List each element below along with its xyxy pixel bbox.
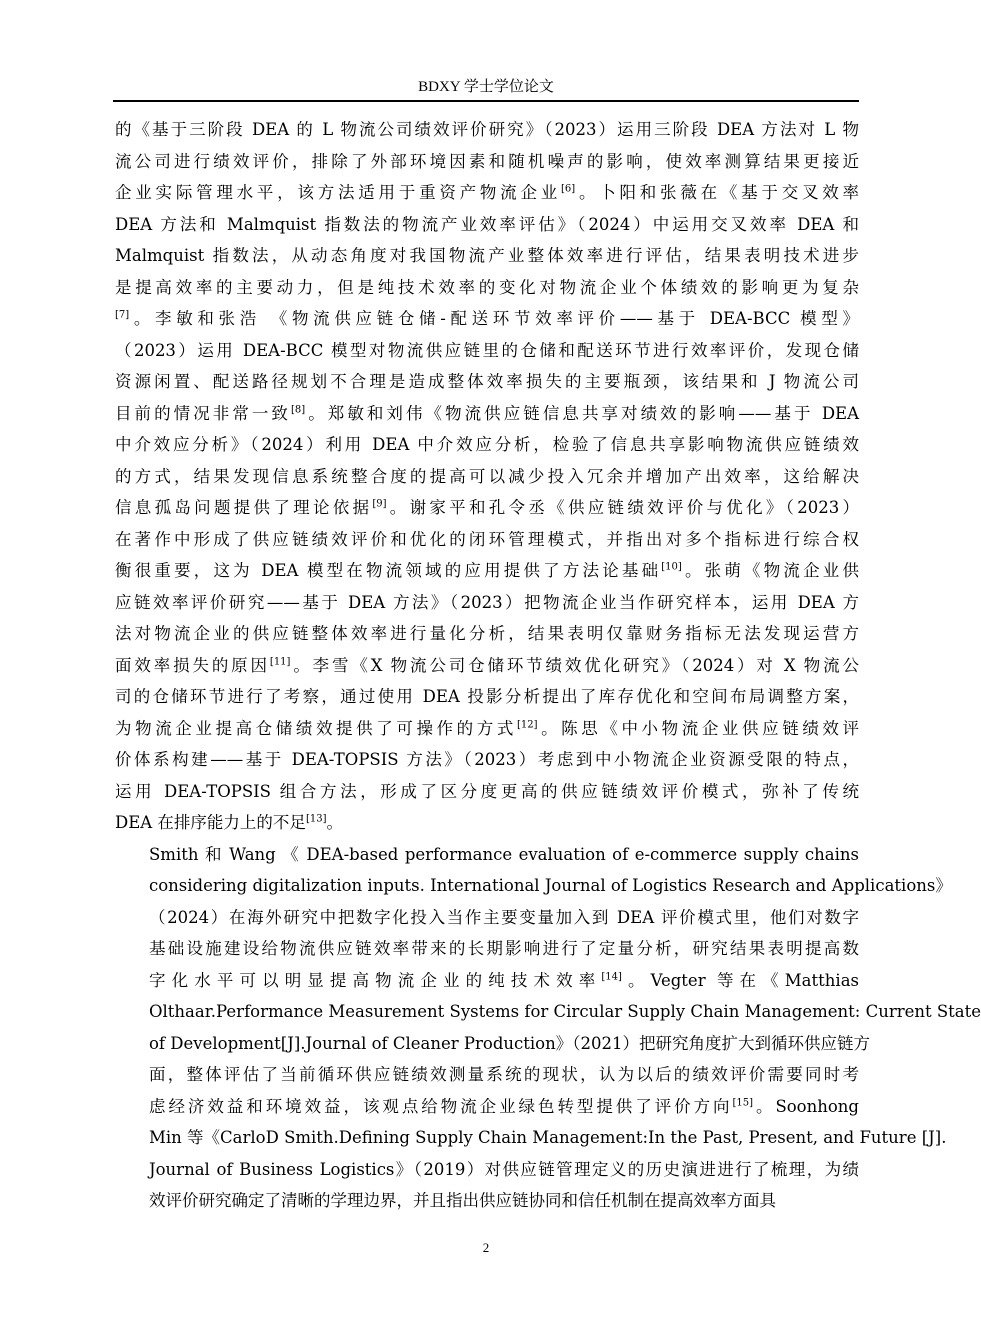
- citation-marker: [13]: [305, 813, 327, 825]
- text-line: （2024）在海外研究中把数字化投入当作主要变量加入到 DEA 评价模式里，他们对数字: [149, 907, 859, 927]
- text-line: [7]。李敏和张浩 《物流供应链仓储-配送环节效率评价——基于 DEA-BCC 模型》: [115, 309, 859, 328]
- text-line: 信息孤岛问题提供了理论依据[9]。谢家平和孔令丞《供应链绩效评价与优化》（2023）: [115, 498, 859, 517]
- text-line: 字化水平可以明显提高物流企业的纯技术效率[14]。Vegter 等在《Matthias: [149, 970, 859, 990]
- text-line: Olthaar.Performance Measurement Systems for Circular Supply Chain Management: Current State: [149, 1002, 981, 1021]
- text-line: Smith 和 Wang 《 DEA-based performance evaluation of e-commerce supply chains: [149, 844, 859, 864]
- citation-marker: [15]: [732, 1097, 754, 1108]
- text-line: 的方式，结果发现信息系统整合度的提高可以减少投入冗余并增加产出效率，这给解决: [115, 466, 859, 486]
- citation-marker: [9]: [372, 498, 387, 510]
- text-line: Malmquist 指数法，从动态角度对我国物流产业整体效率进行评估，结果表明技术进步: [115, 246, 859, 265]
- text-line: 资源闲置、配送路径规划不合理是造成整体效率损失的主要瓶颈，该结果和 J 物流公司: [115, 372, 859, 391]
- text-line: 衡很重要，这为 DEA 模型在物流领域的应用提供了方法论基础[10]。张萌《物流企业供: [115, 561, 859, 580]
- citation-marker: [6]: [561, 183, 576, 195]
- body-text: [115, 114, 981, 1217]
- paragraph: [115, 839, 981, 1217]
- citation-marker: [10]: [661, 561, 682, 573]
- text-line: 面，整体评估了当前循环供应链绩效测量系统的现状，认为以后的绩效评价需要同时考: [149, 1065, 859, 1084]
- paragraph: [115, 114, 859, 839]
- text-line: 价体系构建——基于 DEA-TOPSIS 方法》（2023）考虑到中小物流企业资源受限的特点，: [115, 750, 859, 769]
- citation-marker: [8]: [290, 404, 306, 415]
- text-line: 的《基于三阶段 DEA 的 L 物流公司绩效评价研究》（2023）运用三阶段 DEA 方法对 L 物: [115, 120, 859, 139]
- text-line: 流公司进行绩效评价，排除了外部环境因素和随机噪声的影响，使效率测算结果更接近: [115, 151, 859, 171]
- text-line: 法对物流企业的供应链整体效率进行量化分析，结果表明仅靠财务指标无法发现运营方: [115, 624, 859, 643]
- text-line: 效评价研究确定了清晰的学理边界，并且指出供应链协同和信任机制在提高效率方面具: [149, 1191, 776, 1210]
- text-line: 应链效率评价研究——基于 DEA 方法》（2023）把物流企业当作研究样本，运用 DEA 方: [115, 592, 859, 612]
- text-line: （2023）运用 DEA-BCC 模型对物流供应链里的仓储和配送环节进行效率评价，发现仓储: [115, 340, 859, 360]
- text-line: 企业实际管理水平，该方法适用于重资产物流企业[6]。卜阳和张薇在《基于交叉效率: [115, 183, 860, 202]
- citation-marker: [7]: [115, 309, 130, 321]
- text-line: of Development[J].Journal of Cleaner Production》（2021）把研究角度扩大到循环供应链方: [149, 1033, 870, 1053]
- text-line: 基础设施建设给物流供应链效率带来的长期影响进行了定量分析，研究结果表明提高数: [149, 939, 859, 958]
- text-line: 是提高效率的主要动力，但是纯技术效率的变化对物流企业个体绩效的影响更为复杂: [115, 277, 859, 297]
- citation-marker: [14]: [601, 971, 622, 982]
- citation-marker: [12]: [516, 719, 538, 730]
- text-line: Journal of Business Logistics》（2019）对供应链管理定义的历史演进进行了梳理，为绩: [149, 1159, 859, 1179]
- citation-marker: [11]: [269, 656, 291, 667]
- text-line: 目前的情况非常一致[8]。郑敏和刘伟《物流供应链信息共享对绩效的影响——基于 DEA: [115, 403, 860, 423]
- text-line: DEA 在排序能力上的不足[13]。: [115, 813, 343, 832]
- text-line: 面效率损失的原因[11]。李雪《X 物流公司仓储环节绩效优化研究》（2024）对 X 物流公: [115, 655, 859, 675]
- text-line: 在著作中形成了供应链绩效评价和优化的闭环管理模式，并指出对多个指标进行综合权: [115, 529, 859, 549]
- text-line: considering digitalization inputs. International Journal of Logistics Research and Applications》: [149, 876, 952, 895]
- header-rule: [113, 100, 859, 102]
- text-line: 为物流企业提高仓储绩效提供了可操作的方式[12]。陈思《中小物流企业供应链绩效评: [115, 718, 860, 738]
- page-number: 2: [482, 1240, 490, 1255]
- running-header: BDXY 学士学位论文: [418, 79, 554, 95]
- text-line: 运用 DEA-TOPSIS 组合方法，形成了区分度更高的供应链绩效评价模式，弥补了传统: [115, 781, 859, 801]
- text-line: DEA 方法和 Malmquist 指数法的物流产业效率评估》（2024）中运用交叉效率 DEA 和: [115, 214, 859, 234]
- text-line: 虑经济效益和环境效益，该观点给物流企业绿色转型提供了评价方向[15]。Soonhong: [149, 1096, 859, 1116]
- text-line: Min 等《CarloD Smith.Defining Supply Chain Management:In the Past, Present, and Future [J].: [149, 1128, 947, 1147]
- text-line: 中介效应分析》（2024）利用 DEA 中介效应分析，检验了信息共享影响物流供应链绩效: [115, 435, 859, 454]
- text-line: 司的仓储环节进行了考察，通过使用 DEA 投影分析提出了库存优化和空间布局调整方案，: [115, 687, 859, 706]
